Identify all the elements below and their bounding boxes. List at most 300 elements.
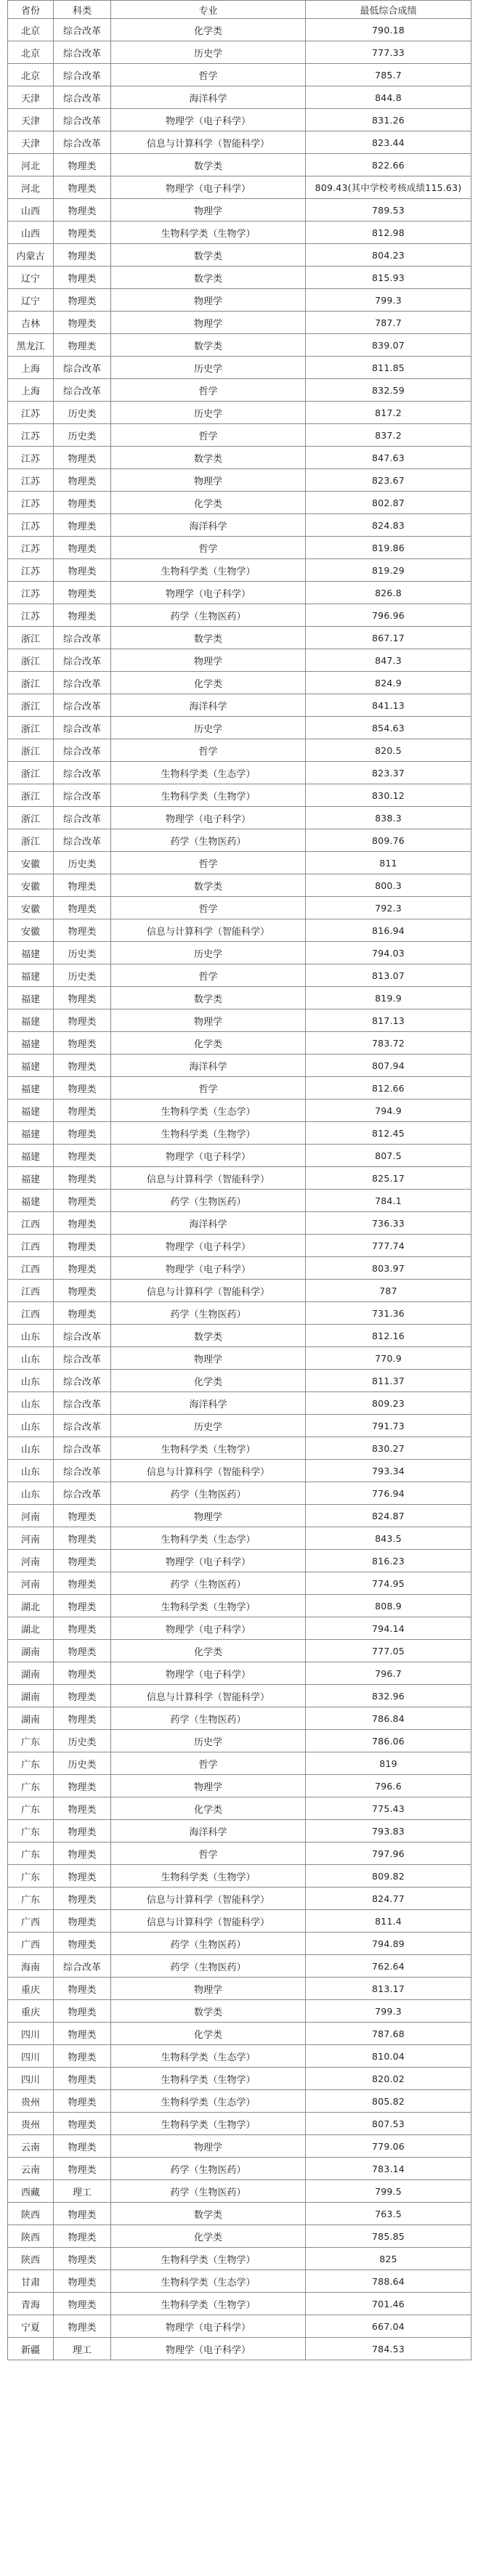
cell-min-score: 794.14 [306,1617,471,1640]
cell-province: 江苏 [8,469,54,492]
cell-province: 福建 [8,964,54,987]
table-row [8,1009,471,1032]
table-row [8,64,471,86]
cell-subject-type: 物理类 [54,1572,111,1595]
table-row [8,1685,471,1707]
cell-major: 化学类 [111,672,306,694]
cell-min-score: 854.63 [306,717,471,739]
cell-subject-type: 物理类 [54,1032,111,1055]
cell-min-score: 807.94 [306,1055,471,1077]
cell-subject-type: 物理类 [54,1910,111,1933]
cell-province: 福建 [8,1145,54,1167]
cell-min-score: 803.97 [306,1257,471,1280]
cell-subject-type: 综合改革 [54,1460,111,1482]
cell-major: 药学（生物医药） [111,1933,306,1955]
cell-min-score: 794.9 [306,1100,471,1122]
cell-province: 上海 [8,379,54,402]
cell-subject-type: 物理类 [54,1662,111,1685]
cell-major: 生物科学类（生态学） [111,2270,306,2293]
cell-major: 物理学 [111,1978,306,2000]
cell-province: 新疆 [8,2338,54,2360]
cell-province: 陕西 [8,2248,54,2270]
table-row [8,1730,471,1752]
cell-subject-type: 物理类 [54,312,111,334]
table-row [8,19,471,41]
cell-province: 安徽 [8,919,54,942]
cell-min-score: 783.72 [306,1032,471,1055]
table-row [8,762,471,784]
cell-major: 生物科学类（生物学） [111,1595,306,1617]
cell-subject-type: 物理类 [54,2158,111,2180]
cell-province: 浙江 [8,807,54,829]
cell-major: 数学类 [111,627,306,649]
cell-province: 山西 [8,222,54,244]
table-row [8,1167,471,1190]
cell-min-score: 701.46 [306,2293,471,2315]
cell-province: 上海 [8,357,54,379]
cell-province: 江苏 [8,559,54,582]
cell-min-score: 824.77 [306,1888,471,1910]
cell-min-score: 824.83 [306,514,471,537]
cell-min-score: 799.5 [306,2180,471,2203]
cell-major: 生物科学类（生态学） [111,1527,306,1550]
cell-major: 数学类 [111,874,306,897]
table-row [8,1482,471,1505]
cell-major: 物理学（电子科学） [111,2338,306,2360]
cell-province: 福建 [8,1100,54,1122]
cell-min-score: 777.05 [306,1640,471,1662]
cell-province: 浙江 [8,762,54,784]
cell-min-score: 843.5 [306,1527,471,1550]
cell-major: 信息与计算科学（智能科学） [111,919,306,942]
cell-province: 广东 [8,1820,54,1842]
table-row [8,1325,471,1347]
cell-min-score: 774.95 [306,1572,471,1595]
table-row [8,2000,471,2023]
cell-province: 河南 [8,1550,54,1572]
cell-major: 药学（生物医药） [111,1955,306,1978]
table-row [8,1437,471,1460]
cell-subject-type: 物理类 [54,1617,111,1640]
table-row [8,244,471,267]
cell-subject-type: 物理类 [54,1009,111,1032]
cell-subject-type: 物理类 [54,1100,111,1122]
table-row [8,2203,471,2225]
table-row [8,1077,471,1100]
cell-province: 广东 [8,1888,54,1910]
cell-min-score: 810.04 [306,2045,471,2068]
cell-min-score: 787.7 [306,312,471,334]
cell-major: 历史学 [111,1415,306,1437]
table-row [8,514,471,537]
cell-major: 生物科学类（生态学） [111,762,306,784]
table-row [8,2023,471,2045]
cell-min-score: 819.9 [306,987,471,1009]
cell-major: 数学类 [111,2203,306,2225]
cell-subject-type: 物理类 [54,176,111,199]
table-row [8,1527,471,1550]
cell-major: 化学类 [111,1640,306,1662]
table-row [8,1797,471,1820]
cell-min-score: 819 [306,1752,471,1775]
cell-min-score: 777.74 [306,1235,471,1257]
cell-subject-type: 综合改革 [54,1325,111,1347]
cell-major: 历史学 [111,357,306,379]
table-row [8,289,471,312]
cell-subject-type: 物理类 [54,987,111,1009]
cell-major: 数学类 [111,267,306,289]
cell-min-score: 841.13 [306,694,471,717]
table-row [8,1707,471,1730]
cell-province: 黑龙江 [8,334,54,357]
cell-province: 福建 [8,942,54,964]
cell-min-score: 793.34 [306,1460,471,1482]
cell-min-score: 819.86 [306,537,471,559]
cell-province: 重庆 [8,1978,54,2000]
table-row [8,649,471,672]
table-row [8,2180,471,2203]
cell-min-score: 820.02 [306,2068,471,2090]
cell-min-score: 802.87 [306,492,471,514]
cell-subject-type: 物理类 [54,1122,111,1145]
cell-major: 信息与计算科学（智能科学） [111,1685,306,1707]
cell-min-score: 823.67 [306,469,471,492]
cell-subject-type: 综合改革 [54,379,111,402]
cell-province: 浙江 [8,739,54,762]
cell-min-score: 804.23 [306,244,471,267]
cell-major: 物理学 [111,469,306,492]
cell-min-score: 825 [306,2248,471,2270]
cell-min-score: 791.73 [306,1415,471,1437]
cell-subject-type: 物理类 [54,2203,111,2225]
cell-province: 河南 [8,1505,54,1527]
cell-major: 数学类 [111,334,306,357]
cell-major: 生物科学类（生物学） [111,2293,306,2315]
table-row [8,1302,471,1325]
cell-min-score: 807.5 [306,1145,471,1167]
cell-subject-type: 综合改革 [54,86,111,109]
admission-score-table [7,0,471,2360]
cell-major: 生物科学类（生物学） [111,1865,306,1888]
cell-min-score: 825.17 [306,1167,471,1190]
cell-subject-type: 物理类 [54,2248,111,2270]
cell-subject-type: 物理类 [54,1707,111,1730]
cell-min-score: 838.3 [306,807,471,829]
table-row [8,694,471,717]
cell-min-score: 809.43(其中学校考核成绩115.63) [306,176,471,199]
cell-min-score: 775.43 [306,1797,471,1820]
cell-province: 江苏 [8,492,54,514]
table-row [8,1955,471,1978]
table-row [8,1100,471,1122]
cell-subject-type: 物理类 [54,1167,111,1190]
cell-major: 物理学 [111,1009,306,1032]
cell-major: 生物科学类（生物学） [111,559,306,582]
cell-major: 历史学 [111,402,306,424]
cell-min-score: 812.45 [306,1122,471,1145]
cell-major: 物理学 [111,2135,306,2158]
cell-min-score: 811.4 [306,1910,471,1933]
cell-min-score: 790.18 [306,19,471,41]
table-row [8,2158,471,2180]
table-row [8,379,471,402]
table-row [8,1280,471,1302]
cell-min-score: 816.94 [306,919,471,942]
cell-subject-type: 历史类 [54,402,111,424]
cell-major: 物理学（电子科学） [111,109,306,131]
header-subject-type: 科类 [54,1,111,19]
cell-major: 哲学 [111,1752,306,1775]
cell-major: 物理学 [111,649,306,672]
table-row [8,86,471,109]
cell-province: 云南 [8,2135,54,2158]
cell-min-score: 813.07 [306,964,471,987]
cell-major: 信息与计算科学（智能科学） [111,131,306,154]
cell-subject-type: 综合改革 [54,627,111,649]
cell-province: 山东 [8,1347,54,1370]
cell-major: 生物科学类（生态学） [111,2045,306,2068]
cell-province: 内蒙古 [8,244,54,267]
cell-major: 海洋科学 [111,1820,306,1842]
cell-major: 物理学 [111,289,306,312]
cell-subject-type: 历史类 [54,964,111,987]
cell-subject-type: 物理类 [54,919,111,942]
cell-major: 药学（生物医药） [111,604,306,627]
cell-province: 江苏 [8,582,54,604]
cell-subject-type: 综合改革 [54,19,111,41]
table-row [8,1190,471,1212]
cell-province: 广东 [8,1797,54,1820]
cell-subject-type: 综合改革 [54,1370,111,1392]
cell-subject-type: 历史类 [54,852,111,874]
cell-min-score: 783.14 [306,2158,471,2180]
table-row [8,739,471,762]
cell-province: 河南 [8,1572,54,1595]
cell-province: 海南 [8,1955,54,1978]
table-row [8,1122,471,1145]
cell-major: 历史学 [111,717,306,739]
cell-province: 江西 [8,1302,54,1325]
cell-province: 山东 [8,1325,54,1347]
cell-province: 江苏 [8,537,54,559]
cell-min-score: 822.66 [306,154,471,176]
table-row [8,1978,471,2000]
cell-min-score: 784.53 [306,2338,471,2360]
cell-subject-type: 物理类 [54,447,111,469]
cell-province: 重庆 [8,2000,54,2023]
table-row [8,1347,471,1370]
cell-province: 江西 [8,1257,54,1280]
cell-subject-type: 物理类 [54,537,111,559]
table-row [8,1235,471,1257]
table-body [8,19,471,2360]
cell-subject-type: 物理类 [54,582,111,604]
cell-major: 海洋科学 [111,694,306,717]
cell-subject-type: 物理类 [54,2000,111,2023]
cell-min-score: 811 [306,852,471,874]
table-row [8,604,471,627]
cell-major: 数学类 [111,244,306,267]
cell-major: 物理学 [111,312,306,334]
table-row [8,2225,471,2248]
cell-subject-type: 物理类 [54,874,111,897]
cell-min-score: 667.04 [306,2315,471,2338]
table-row [8,1820,471,1842]
cell-subject-type: 物理类 [54,289,111,312]
cell-major: 物理学（电子科学） [111,2315,306,2338]
table-row [8,2090,471,2113]
cell-subject-type: 物理类 [54,2023,111,2045]
cell-subject-type: 物理类 [54,604,111,627]
cell-min-score: 832.59 [306,379,471,402]
cell-subject-type: 物理类 [54,1685,111,1707]
table-row [8,1617,471,1640]
cell-subject-type: 物理类 [54,1550,111,1572]
cell-province: 贵州 [8,2090,54,2113]
cell-major: 历史学 [111,41,306,64]
cell-major: 物理学（电子科学） [111,176,306,199]
table-row [8,717,471,739]
table-row [8,582,471,604]
cell-province: 河北 [8,176,54,199]
cell-major: 信息与计算科学（智能科学） [111,1888,306,1910]
table-row [8,1572,471,1595]
cell-min-score: 786.84 [306,1707,471,1730]
cell-province: 福建 [8,1009,54,1032]
cell-min-score: 793.83 [306,1820,471,1842]
cell-province: 福建 [8,1167,54,1190]
table-row [8,1752,471,1775]
cell-subject-type: 物理类 [54,1055,111,1077]
cell-province: 山东 [8,1415,54,1437]
table-row [8,1910,471,1933]
cell-min-score: 799.3 [306,2000,471,2023]
cell-province: 浙江 [8,672,54,694]
cell-major: 药学（生物医药） [111,2180,306,2203]
cell-subject-type: 综合改革 [54,64,111,86]
cell-province: 广西 [8,1933,54,1955]
table-row [8,109,471,131]
cell-province: 广东 [8,1842,54,1865]
cell-major: 药学（生物医药） [111,829,306,852]
table-row [8,334,471,357]
cell-min-score: 811.37 [306,1370,471,1392]
cell-major: 物理学（电子科学） [111,807,306,829]
table-row [8,1055,471,1077]
cell-min-score: 839.07 [306,334,471,357]
table-row [8,987,471,1009]
cell-subject-type: 物理类 [54,1257,111,1280]
cell-province: 四川 [8,2023,54,2045]
table-row [8,2270,471,2293]
cell-subject-type: 物理类 [54,1212,111,1235]
cell-province: 广东 [8,1730,54,1752]
table-row [8,492,471,514]
cell-province: 福建 [8,1032,54,1055]
cell-min-score: 819.29 [306,559,471,582]
cell-subject-type: 物理类 [54,2113,111,2135]
cell-province: 云南 [8,2158,54,2180]
cell-major: 数学类 [111,1325,306,1347]
cell-province: 陕西 [8,2203,54,2225]
cell-major: 生物科学类（生态学） [111,2090,306,2113]
table-row [8,176,471,199]
table-row [8,222,471,244]
cell-min-score: 763.5 [306,2203,471,2225]
table-row [8,559,471,582]
cell-major: 生物科学类（生态学） [111,1100,306,1122]
cell-min-score: 785.7 [306,64,471,86]
cell-subject-type: 综合改革 [54,717,111,739]
cell-subject-type: 综合改革 [54,829,111,852]
table-row [8,199,471,222]
cell-subject-type: 综合改革 [54,739,111,762]
cell-subject-type: 物理类 [54,334,111,357]
table-row [8,447,471,469]
cell-province: 湖南 [8,1685,54,1707]
cell-province: 江苏 [8,514,54,537]
cell-subject-type: 物理类 [54,514,111,537]
cell-subject-type: 综合改革 [54,41,111,64]
cell-subject-type: 物理类 [54,2315,111,2338]
table-row [8,2315,471,2338]
cell-min-score: 777.33 [306,41,471,64]
table-row [8,672,471,694]
table-row [8,357,471,379]
cell-min-score: 809.76 [306,829,471,852]
table-row [8,942,471,964]
cell-subject-type: 综合改革 [54,784,111,807]
cell-province: 西藏 [8,2180,54,2203]
cell-major: 药学（生物医药） [111,1302,306,1325]
cell-province: 浙江 [8,694,54,717]
cell-subject-type: 物理类 [54,1978,111,2000]
cell-province: 贵州 [8,2113,54,2135]
cell-province: 福建 [8,1190,54,1212]
table-row [8,2248,471,2270]
cell-subject-type: 物理类 [54,1145,111,1167]
table-row [8,402,471,424]
cell-major: 化学类 [111,1032,306,1055]
cell-subject-type: 物理类 [54,1077,111,1100]
cell-min-score: 808.9 [306,1595,471,1617]
cell-major: 生物科学类（生物学） [111,1437,306,1460]
cell-min-score: 784.1 [306,1190,471,1212]
cell-province: 广西 [8,1910,54,1933]
cell-major: 物理学（电子科学） [111,1662,306,1685]
cell-province: 福建 [8,1122,54,1145]
table-row [8,964,471,987]
table-row [8,2135,471,2158]
cell-min-score: 797.96 [306,1842,471,1865]
cell-major: 药学（生物医药） [111,1572,306,1595]
cell-province: 江苏 [8,447,54,469]
cell-province: 山东 [8,1482,54,1505]
cell-min-score: 809.23 [306,1392,471,1415]
cell-subject-type: 物理类 [54,1865,111,1888]
cell-subject-type: 理工 [54,2180,111,2203]
cell-province: 山东 [8,1460,54,1482]
header-major: 专业 [111,1,306,19]
cell-subject-type: 物理类 [54,492,111,514]
cell-province: 福建 [8,1077,54,1100]
cell-province: 吉林 [8,312,54,334]
cell-min-score: 731.36 [306,1302,471,1325]
cell-province: 湖北 [8,1617,54,1640]
cell-major: 物理学（电子科学） [111,1145,306,1167]
cell-subject-type: 物理类 [54,1933,111,1955]
cell-min-score: 830.12 [306,784,471,807]
